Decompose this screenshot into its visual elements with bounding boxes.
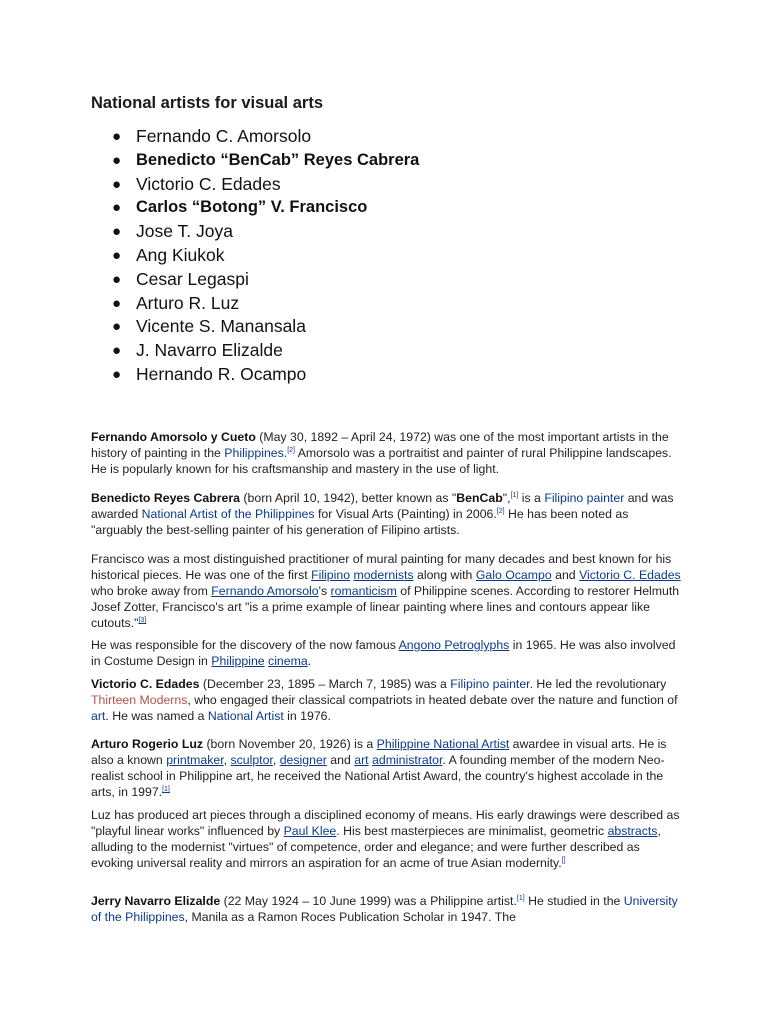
bold-name: Benedicto Reyes Cabrera — [91, 491, 240, 505]
link-art[interactable]: art — [91, 709, 106, 723]
list-item: ● Fernando C. Amorsolo — [91, 125, 691, 149]
link-angono-petroglyphs[interactable]: Angono Petroglyphs — [398, 638, 510, 652]
link-art[interactable]: art — [354, 753, 369, 767]
link-victorio-edades[interactable]: Victorio C. Edades — [579, 568, 681, 582]
bullet-icon: ● — [112, 175, 122, 193]
bold-name: Jerry Navarro Elizalde — [91, 894, 221, 908]
link-galo-ocampo[interactable]: Galo Ocampo — [475, 568, 552, 582]
bullet-icon: ● — [112, 199, 122, 217]
bullet-icon: ● — [112, 365, 122, 383]
link-printmaker[interactable]: printmaker — [166, 753, 224, 767]
paragraph-edades: Victorio C. Edades (December 23, 1895 – March 7, 1985) was a Filipino painter. He led the revolutionary Thirteen Moderns, who engaged their classical compatriots in heated debate over the nature and function of art. He was named a National Artist in 1976. — [91, 677, 678, 723]
link-abstracts[interactable]: abstracts — [607, 824, 658, 838]
link-university-of-the-philippines[interactable]: University of the Philippines — [91, 894, 678, 924]
citation[interactable]: [1] — [516, 894, 525, 902]
citation[interactable]: [1] — [510, 491, 519, 499]
bullet-icon: ● — [112, 294, 122, 312]
bold-name: Fernando Amorsolo y Cueto — [91, 430, 256, 444]
link-philippines[interactable]: Philippines. — [224, 446, 288, 460]
list-item: ● Arturo R. Luz — [91, 292, 691, 316]
link-philippine[interactable]: Philippine — [211, 654, 265, 668]
list-item: ● Jose T. Joya — [91, 220, 691, 244]
bold-name: Victorio C. Edades — [91, 677, 200, 691]
link-cinema[interactable]: cinema — [268, 654, 308, 668]
paragraph-amorsolo: Fernando Amorsolo y Cueto (May 30, 1892 – April 24, 1972) was one of the most important artists in the history of painting in the Philippines.[2] Amorsolo was a portraitist and painter of rural Philippine landscapes. He is popularly known for his craftsmanship and mastery in the use of light. — [91, 430, 672, 476]
link-national-artist-philippines[interactable]: National Artist of the Philippines — [141, 507, 315, 521]
link-filipino[interactable]: Filipino — [311, 568, 351, 582]
bullet-icon: ● — [112, 318, 122, 336]
link-filipino-painter[interactable]: Filipino painter — [450, 677, 530, 691]
paragraph-luz: Arturo Rogerio Luz (born November 20, 1926) is a Philippine National Artist awardee in visual arts. He is also a known printmaker, sculptor, designer and art administrator. A founding member of the modern Neo-realist school in Philippine art, he received the National Artist Award, the country's highest accolade in the arts, in 1997.[1] — [91, 737, 667, 799]
list-item: ● Victorio C. Edades — [91, 173, 691, 197]
link-paul-klee[interactable]: Paul Klee — [283, 824, 337, 838]
link-administrator[interactable]: administrator — [372, 753, 443, 767]
link-romanticism[interactable]: romanticism — [330, 584, 397, 598]
paragraph-bencab: Benedicto Reyes Cabrera (born April 10, 1942), better known as "BenCab",[1] is a Filipino painter and was awarded National Artist of the Philippines for Visual Arts (Painting) in 2006.[2] He has been noted as "arguably the best-selling painter of his generation of Filipino artists. — [91, 491, 674, 537]
page-title: National artists for visual arts — [91, 94, 323, 112]
bullet-icon: ● — [112, 151, 122, 169]
list-item: ● Benedicto “BenCab” Reyes Cabrera — [91, 149, 691, 173]
artists-list — [91, 125, 691, 387]
list-item: ● Cesar Legaspi — [91, 268, 691, 292]
bold-name: Arturo Rogerio Luz — [91, 737, 204, 751]
link-fernando-amorsolo[interactable]: Fernando Amorsolo — [211, 584, 319, 598]
bullet-icon: ● — [112, 223, 122, 241]
link-filipino-painter[interactable]: Filipino painter — [544, 491, 625, 505]
bullet-icon: ● — [112, 246, 122, 264]
paragraph-francisco: Francisco was a most distinguished practitioner of mural painting for many decades and best known for his historical pieces. He was one of the first Filipino modernists along with Galo Ocampo and Victorio C. Edades who broke away from Fernando Amorsolo's romanticism of Philippine scenes. According to restorer Helmuth Josef Zotter, Francisco's art "is a prime example of linear painting where lines and contours appear like cutouts."[3] — [91, 552, 681, 630]
paragraph-elizalde: Jerry Navarro Elizalde (22 May 1924 – 10 June 1999) was a Philippine artist.[1] He studied in the University of the Philippines, Manila as a Ramon Roces Publication Scholar in 1947. The — [91, 894, 678, 924]
link-philippine-national-artist[interactable]: Philippine National Artist — [376, 737, 510, 751]
list-item: ● Carlos “Botong” V. Francisco — [91, 196, 691, 220]
bullet-icon: ● — [112, 342, 122, 360]
citation[interactable]: [] — [561, 856, 566, 864]
link-designer[interactable]: designer — [279, 753, 327, 767]
link-sculptor[interactable]: sculptor — [230, 753, 273, 767]
bullet-icon: ● — [112, 270, 122, 288]
citation[interactable]: [3] — [138, 616, 147, 624]
paragraph-luz-works: Luz has produced art pieces through a disciplined economy of means. His early drawings were described as "playful linear works" influenced by Paul Klee. His best masterpieces are minimalist, geometric abstracts, alluding to the modernist "virtues" of competence, order and elegance; and were further described as evoking universal reality and mirrors an aspiration for an acme of true Asian modernity.[] — [91, 808, 680, 870]
paragraph-petroglyphs: He was responsible for the discovery of the now famous Angono Petroglyphs in 1965. He was also involved in Costume Design in Philippine cinema. — [91, 638, 676, 668]
list-item: ● Ang Kiukok — [91, 244, 691, 268]
bullet-icon: ● — [112, 128, 122, 145]
citation[interactable]: [2] — [287, 446, 295, 454]
list-item: ● Hernando R. Ocampo — [91, 363, 691, 387]
link-national-artist[interactable]: National Artist — [207, 709, 284, 723]
list-item: ● Vicente S. Manansala — [91, 315, 691, 339]
citation[interactable]: [2] — [496, 507, 505, 515]
list-item: ● J. Navarro Elizalde — [91, 339, 691, 363]
link-modernists[interactable]: modernists — [353, 568, 414, 582]
link-thirteen-moderns[interactable]: Thirteen Moderns — [91, 693, 188, 707]
citation[interactable]: [1] — [162, 785, 170, 793]
